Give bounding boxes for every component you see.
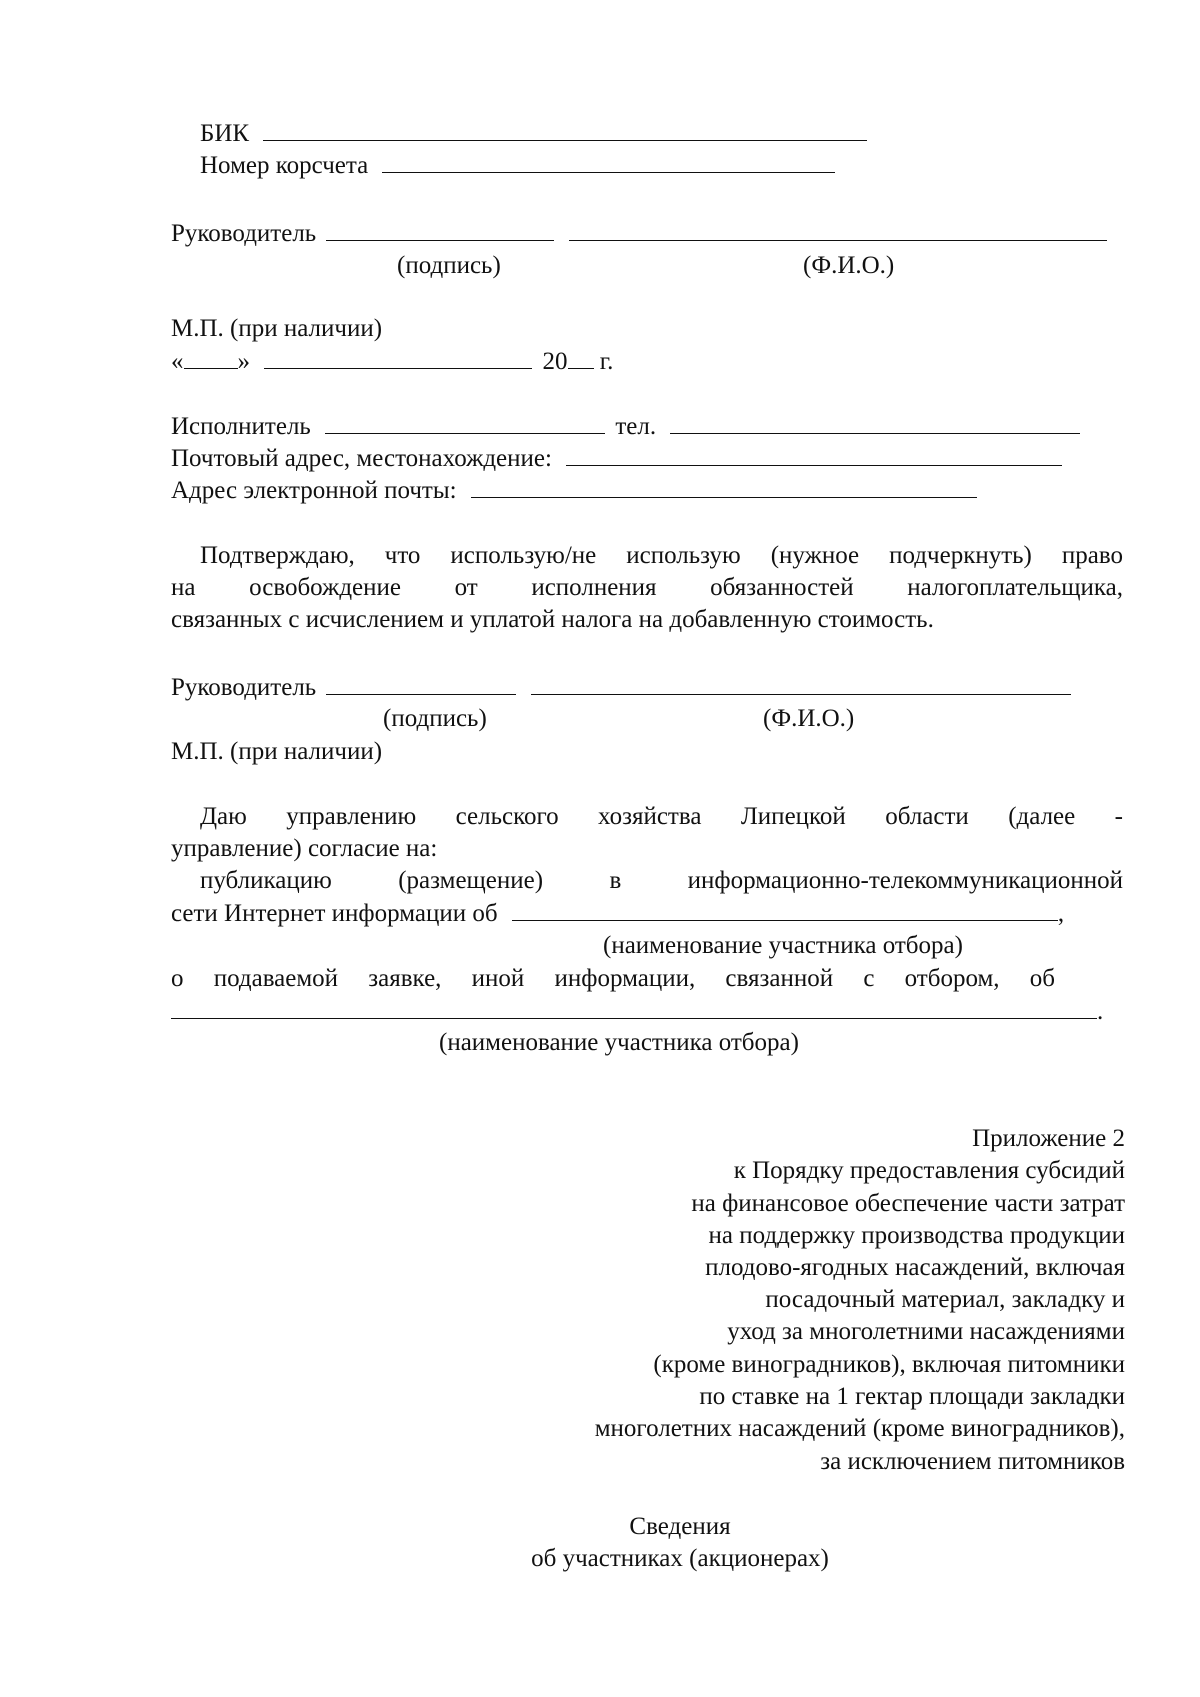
quote-open: « xyxy=(171,348,184,375)
email-blank[interactable] xyxy=(471,475,977,498)
fio-blank-2[interactable] xyxy=(531,672,1071,695)
appendix-line: уход за многолетними насаждениями xyxy=(727,1318,1125,1345)
signature-row-1 xyxy=(171,218,1107,249)
appendix-line: посадочный материал, закладку и xyxy=(765,1286,1125,1313)
signature-caption-2: (подпись) xyxy=(383,705,487,732)
appendix-line: Приложение 2 xyxy=(972,1125,1125,1152)
bik-blank[interactable] xyxy=(263,118,867,141)
appendix-line: по ставке на 1 гектар площади закладки xyxy=(699,1383,1125,1410)
email-row xyxy=(171,475,977,506)
consent-line-1: Даю управлению сельского хозяйства Липецкой области (далее - xyxy=(200,803,1123,830)
participant-caption-1: (наименование участника отбора) xyxy=(603,932,963,959)
postal-blank[interactable] xyxy=(566,443,1062,466)
phone-blank[interactable] xyxy=(670,411,1080,434)
signature-row-2 xyxy=(171,672,1071,703)
appendix-line: за исключением питомников xyxy=(820,1448,1125,1475)
consent-line-2: управление) согласие на: xyxy=(171,835,438,862)
participant-caption-2: (наименование участника отбора) xyxy=(439,1029,799,1056)
year-prefix: 20 xyxy=(542,348,568,375)
fio-blank-1[interactable] xyxy=(569,218,1107,241)
comma: , xyxy=(1057,900,1065,927)
stamp-label-2: М.П. (при наличии) xyxy=(171,738,383,765)
participant-blank-2[interactable] xyxy=(171,996,1097,1019)
vat-line-1: Подтверждаю, что использую/не использую (нужное подчеркнуть) право xyxy=(200,542,1123,569)
bik-label: БИК xyxy=(200,120,250,147)
appendix-line: плодово-ягодных насаждений, включая xyxy=(705,1254,1125,1281)
email-label: Адрес электронной почты: xyxy=(171,477,457,504)
year-blank[interactable] xyxy=(568,346,594,369)
stamp-label-1: М.П. (при наличии) xyxy=(171,315,383,342)
appendix-line: к Порядку предоставления субсидий xyxy=(733,1157,1125,1184)
consent-line-5: о подаваемой заявке, иной информации, связанной с отбором, об xyxy=(171,965,1055,992)
consent-line-4 xyxy=(171,898,1064,929)
section-subtitle: об участниках (акционерах) xyxy=(531,1545,829,1572)
consent-info-label: сети Интернет информации об xyxy=(171,900,498,927)
day-blank[interactable] xyxy=(184,346,238,369)
period: . xyxy=(1097,998,1104,1025)
signature-blank-2[interactable] xyxy=(326,672,516,695)
year-suffix: г. xyxy=(599,348,614,375)
head-label-2: Руководитель xyxy=(171,674,317,701)
date-row xyxy=(171,346,613,377)
signature-blank-1[interactable] xyxy=(326,218,554,241)
bik-field xyxy=(200,118,867,149)
fio-caption-2: (Ф.И.О.) xyxy=(763,705,855,732)
appendix-line: (кроме виноградников), включая питомники xyxy=(653,1351,1125,1378)
consent-line-3: публикацию (размещение) в информационно-телекоммуникационной xyxy=(200,867,1123,894)
executor-row xyxy=(171,411,1080,442)
postal-label: Почтовый адрес, местонахождение: xyxy=(171,445,552,472)
vat-line-2: на освобождение от исполнения обязанностей налогоплательщика, xyxy=(171,574,1123,601)
corr-account-field xyxy=(200,150,835,181)
signature-caption-1: (подпись) xyxy=(397,252,501,279)
appendix-line: многолетних насаждений (кроме виноградников), xyxy=(594,1415,1125,1442)
head-label: Руководитель xyxy=(171,220,317,247)
appendix-line: на финансовое обеспечение части затрат xyxy=(691,1190,1125,1217)
executor-blank[interactable] xyxy=(325,411,605,434)
executor-label: Исполнитель xyxy=(171,413,311,440)
section-title: Сведения xyxy=(629,1513,731,1540)
vat-line-3: связанных с исчислением и уплатой налога на добавленную стоимость. xyxy=(171,606,934,633)
month-blank[interactable] xyxy=(264,346,532,369)
appendix-line: на поддержку производства продукции xyxy=(708,1222,1125,1249)
fio-caption-1: (Ф.И.О.) xyxy=(803,252,895,279)
phone-label: тел. xyxy=(615,413,657,440)
corr-account-label: Номер корсчета xyxy=(200,152,369,179)
participant-blank-1[interactable] xyxy=(512,898,1058,921)
postal-row xyxy=(171,443,1062,474)
quote-close: » xyxy=(237,348,250,375)
corr-account-blank[interactable] xyxy=(382,150,835,173)
consent-line-6 xyxy=(171,996,1103,1027)
